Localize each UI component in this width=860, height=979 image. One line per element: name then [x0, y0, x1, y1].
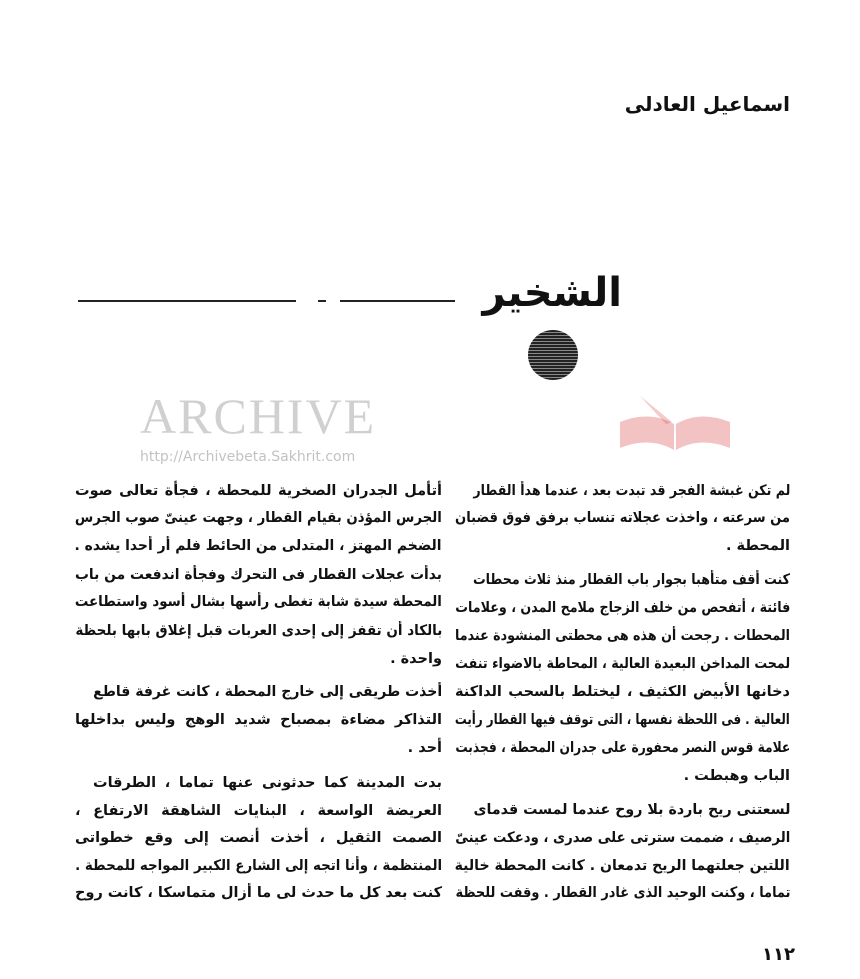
- text-line: علامة قوس النصر محفورة على جدران المحطة ، فجذبت: [455, 740, 790, 756]
- text-line: بدأت عجلات القطار فى التحرك وفجأة اندفعت من باب: [75, 567, 442, 583]
- text-line: التذاكر مضاءة بمصباح شديد الوهج وليس بداخلها: [75, 712, 442, 728]
- text-line: لمحت المداخن البعيدة العالية ، المحاطة بالاضواء تنفث: [455, 656, 790, 672]
- text-line: بالكاد أن تقفز إلى إحدى العربات قبل إغلاق بابها بلحظة: [75, 623, 442, 639]
- text-line: الجرس المؤذن بقيام القطار ، وجهت عينىّ صوب الجرس: [75, 510, 442, 526]
- title-rule: [340, 300, 455, 302]
- text-line: الرصيف ، ضممت سترتى على صدرى ، ودعكت عينىّ: [455, 830, 790, 846]
- page-number: ١١٢: [762, 944, 795, 965]
- title-rule: [78, 300, 296, 302]
- text-line: دخانها الأبيض الكثيف ، ليختلط بالسحب الداكنة: [455, 684, 790, 700]
- text-line: أخذت طريقى إلى خارج المحطة ، كانت غرفة قاطع: [93, 684, 442, 700]
- text-line: لم تكن غبشة الفجر قد تبدت بعد ، عندما هدأ القطار: [473, 483, 790, 499]
- author-name: اسماعيل العادلى: [624, 92, 790, 116]
- text-line: المحطات . رجحت أن هذه هى محطتى المنشودة عندما: [455, 628, 790, 644]
- text-line: العريضة الواسعة ، البنايات الشاهقة الارتفاع ،: [75, 803, 442, 819]
- watermark-book-icon: [610, 392, 740, 452]
- text-line: أحد .: [407, 740, 442, 756]
- text-line: المحطة .: [725, 538, 790, 554]
- text-line: لسعتنى ريح باردة بلا روح عندما لمست قدماى: [473, 802, 790, 818]
- text-line: فائتة ، أتفحص من خلف الزجاج ملامح المدن ، وعلامات: [455, 600, 790, 616]
- text-line: العالية . فى اللحظة نفسها ، التى توقف فيها القطار رأيت: [455, 712, 790, 728]
- text-line: اللتين جعلتهما الريح تدمعان . كانت المحطة خالية: [455, 858, 790, 874]
- text-line: الصمت الثقيل ، أخذت أنصت إلى وقع خطواتى: [75, 830, 442, 846]
- title-rule: [318, 300, 326, 302]
- text-line: كنت بعد كل ما حدث لى ما أزال متماسكا ، كانت روح: [75, 885, 442, 901]
- text-line: الباب وهبطت .: [683, 768, 790, 784]
- decorative-circle-icon: [528, 330, 578, 380]
- text-line: بدت المدينة كما حدثونى عنها تماما ، الطرقات: [93, 775, 442, 791]
- text-line: من سرعته ، واخذت عجلاته تنساب برفق فوق قضبان: [455, 510, 790, 526]
- text-line: المحطة سيدة شابة تغطى رأسها بشال أسود واستطاعت: [75, 594, 442, 610]
- text-line: تماما ، وكنت الوحيد الذى غادر القطار . وقفت للحظة: [455, 885, 790, 901]
- story-title: الشخير: [482, 270, 622, 316]
- text-line: الضخم المهتز ، المتدلى من الحائط فلم أر أحدا يشده .: [75, 538, 442, 554]
- text-line: كنت أقف متأهبا بجوار باب القطار منذ ثلاث محطات: [473, 572, 790, 588]
- text-line: أتأمل الجدران الصخرية للمحطة ، فجأة تعالى صوت: [75, 483, 442, 499]
- text-line: واحدة .: [390, 651, 442, 667]
- watermark-url: http://Archivebeta.Sakhrit.com: [140, 449, 356, 465]
- text-line: المنتظمة ، وأنا اتجه إلى الشارع الكبير المواجه للمحطة .: [75, 858, 442, 874]
- watermark-text: ARCHIVE: [140, 388, 377, 444]
